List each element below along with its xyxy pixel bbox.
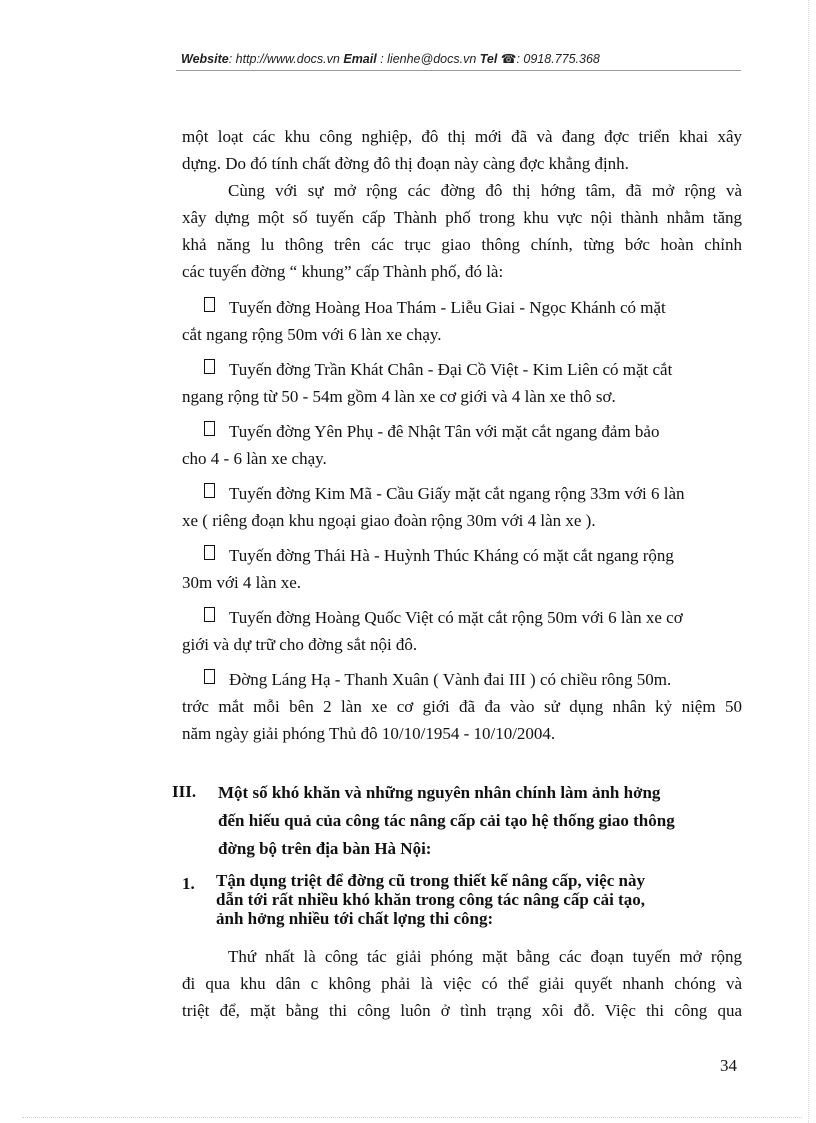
bullet-6-line-1: Tuyến đờng Hoàng Quốc Việt có mặt cắt rộng 50m với 6 làn xe cơ xyxy=(229,608,683,627)
bullet-item-4 xyxy=(182,480,742,507)
bullet-2-line-1: Tuyến đờng Trần Khát Chân - Đại Cồ Việt - Kim Liên có mặt cắt xyxy=(229,360,673,379)
checkbox-bullet-icon xyxy=(204,483,215,498)
bullet-5-line-1: Tuyến đờng Thái Hà - Huỳnh Thúc Kháng có mặt cắt ngang rộng xyxy=(229,546,674,565)
section-heading-line-2: đến hiếu quả của công tác nâng cấp cải tạo hệ thống giao thông xyxy=(218,811,675,830)
paragraph-2-line-2: xây dựng một số tuyến cấp Thành phố trong khu vực nội thành nhằm tăng xyxy=(182,208,742,227)
subsection-heading-line-2: dẫn tới rất nhiều khó khăn trong công tác nâng cấp cải tạo, xyxy=(216,890,645,909)
bullet-7-line-2: trớc mắt mỗi bên 2 làn xe cơ giới đã đa vào sử dụng nhân kỷ niệm 50 xyxy=(182,697,742,716)
section-heading-line-3: đờng bộ trên địa bàn Hà Nội: xyxy=(218,839,432,858)
paragraph-2-line-4: các tuyến đờng “ khung” cấp Thành phố, đó là: xyxy=(182,262,504,281)
bullet-item-3 xyxy=(182,418,742,445)
bullet-7-line-3: năm ngày giải phóng Thủ đô 10/10/1954 - 10/10/2004. xyxy=(182,724,556,743)
bullet-3-line-1: Tuyến đờng Yên Phụ - đê Nhật Tân với mặt cắt ngang đảm bảo xyxy=(229,422,660,441)
header-divider xyxy=(176,70,741,71)
checkbox-bullet-icon xyxy=(204,545,215,560)
final-paragraph-line-3: triệt để, mặt bằng thi công luôn ở tình trạng xôi đỗ. Việc thi công qua xyxy=(182,1001,742,1020)
section-number: III. xyxy=(172,782,197,801)
bullet-3-line-2: cho 4 - 6 làn xe chạy. xyxy=(182,449,327,468)
email-value: : lienhe@docs.vn xyxy=(380,52,477,66)
bullet-7-line-1: Đờng Láng Hạ - Thanh Xuân ( Vành đai III ) có chiều rông 50m. xyxy=(229,670,672,689)
page-header xyxy=(181,51,600,66)
section-heading-line-1: Một số khó khăn và những nguyên nhân chính làm ảnh hởng xyxy=(218,783,661,802)
final-paragraph-line-2: đi qua khu dân c không phải là việc có thể giải quyết nhanh chóng và xyxy=(182,974,742,993)
subsection-heading-line-1: Tận dụng triệt để đờng cũ trong thiết kế nâng cấp, việc này xyxy=(216,871,645,890)
paragraph-1-line-1: một loạt các khu công nghiệp, đô thị mới đã và đang đợc triển khai xây xyxy=(182,127,742,146)
page-bottom-border xyxy=(22,1117,802,1118)
page-number: 34 xyxy=(720,1056,737,1075)
email-label: Email xyxy=(343,52,377,66)
checkbox-bullet-icon xyxy=(204,607,215,622)
bullet-4-line-1: Tuyến đờng Kim Mã - Cầu Giấy mặt cắt ngang rộng 33m với 6 làn xyxy=(229,484,685,503)
bullet-item-1 xyxy=(182,294,742,321)
website-value: : http://www.docs.vn xyxy=(228,52,340,66)
subsection-heading-line-3: ảnh hởng nhiều tới chất lợng thi công: xyxy=(216,909,494,928)
bullet-item-6 xyxy=(182,604,742,631)
tel-label: Tel xyxy=(479,52,498,66)
page-right-border xyxy=(808,0,809,1123)
bullet-1-line-2: cắt ngang rộng 50m với 6 làn xe chạy. xyxy=(182,325,442,344)
paragraph-2-line-3: khả năng lu thông trên các trục giao thông chính, từng bớc hoàn chỉnh xyxy=(182,235,742,254)
checkbox-bullet-icon xyxy=(204,297,215,312)
telephone-icon: ☎ xyxy=(500,52,517,66)
paragraph-2-line-1: Cùng với sự mở rộng các đờng đô thị hớng tâm, đã mở rộng và xyxy=(228,181,742,200)
checkbox-bullet-icon xyxy=(204,359,215,374)
bullet-item-7 xyxy=(182,666,742,693)
subsection-number: 1. xyxy=(182,874,195,893)
bullet-5-line-2: 30m với 4 làn xe. xyxy=(182,573,301,592)
paragraph-1-line-2: dựng. Do đó tính chất đờng đô thị đoạn này càng đợc khẳng định. xyxy=(182,154,629,173)
bullet-1-line-1: Tuyến đờng Hoàng Hoa Thám - Liễu Giai - Ngọc Khánh có mặt xyxy=(229,298,666,317)
final-paragraph-line-1: Thứ nhất là công tác giải phóng mặt bằng các đoạn tuyến mở rộng xyxy=(228,947,742,966)
bullet-2-line-2: ngang rộng từ 50 - 54m gồm 4 làn xe cơ giới và 4 làn xe thô sơ. xyxy=(182,387,616,406)
tel-value: : 0918.775.368 xyxy=(516,52,600,66)
checkbox-bullet-icon xyxy=(204,421,215,436)
bullet-item-2 xyxy=(182,356,742,383)
checkbox-bullet-icon xyxy=(204,669,215,684)
bullet-4-line-2: xe ( riêng đoạn khu ngoại giao đoàn rộng 30m với 4 làn xe ). xyxy=(182,511,596,530)
bullet-6-line-2: giới và dự trữ cho đờng sắt nội đô. xyxy=(182,635,418,654)
website-label: Website xyxy=(181,52,229,66)
bullet-item-5 xyxy=(182,542,742,569)
